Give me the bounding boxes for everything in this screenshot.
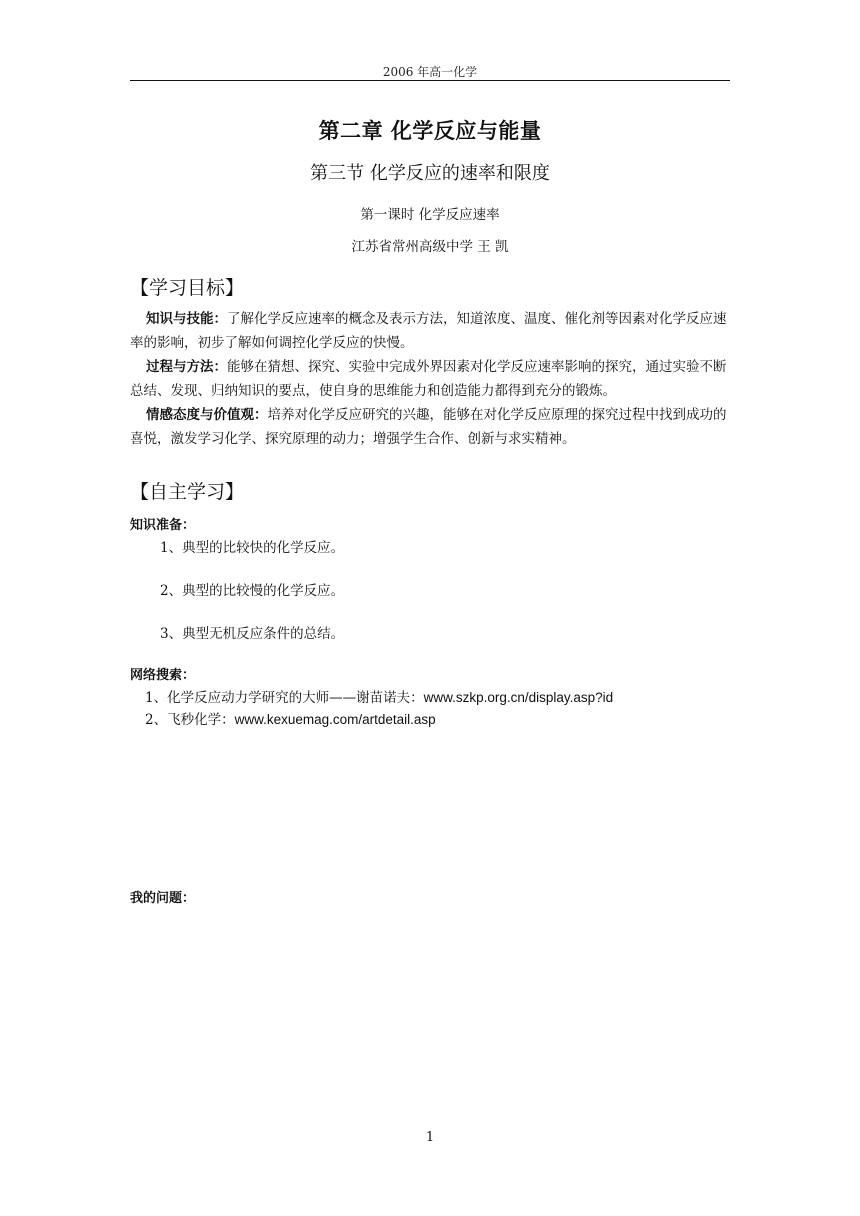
lesson-title: 第一课时 化学反应速率 [360,207,500,223]
objective-label: 过程与方法： [146,359,227,375]
search-label: 网络搜索： [130,668,196,683]
page-header: 2006 年高一化学 [382,65,478,79]
section-title: 第三节 化学反应的速率和限度 [310,163,550,184]
objective-label: 情感态度与价值观： [146,407,268,423]
search-item [145,686,613,706]
objective-text: 了解化学反应速率的概念及表示方法，知道浓度、温度、催化剂等因素对化学反应速率的影响，初步了解如何调控化学反应的快慢。 [130,311,727,351]
my-questions-label: 我的问题： [130,891,196,906]
objective-knowledge [130,307,730,355]
self-study-heading: 【自主学习】 [130,481,245,503]
objectives-heading: 【学习目标】 [130,277,245,299]
page-number: 1 [425,1130,435,1145]
prep-item: 3、典型无机反应条件的总结。 [160,626,345,642]
prep-item: 1、典型的比较快的化学反应。 [160,540,345,556]
objective-text: 培养对化学反应研究的兴趣，能够在对化学反应原理的探究过程中找到成功的喜悦，激发学习化学、探究原理的动力；增强学生合作、创新与求实精神。 [130,407,727,447]
prep-label: 知识准备： [130,518,196,533]
prep-item: 2、典型的比较慢的化学反应。 [160,583,345,599]
objective-text: 能够在猜想、探究、实验中完成外界因素对化学反应速率影响的探究，通过实验不断总结、发现、归纳知识的要点，使自身的思维能力和创造能力都得到充分的锻炼。 [130,359,727,399]
objective-label: 知识与技能： [146,311,227,327]
search-item-prefix: 1、化学反应动力学研究的大师——谢苗诺夫： [145,690,424,706]
search-link[interactable]: www.szkp.org.cn/display.asp?id [423,690,614,705]
objective-process [130,355,730,403]
chapter-title: 第二章 化学反应与能量 [318,119,542,143]
search-item-prefix: 2、飞秒化学： [145,712,235,728]
objective-attitude [130,403,730,451]
author-line: 江苏省常州高级中学 王 凯 [351,239,509,255]
header-rule [130,80,730,81]
search-link[interactable]: www.kexuemag.com/artdetail.asp [234,712,436,727]
search-item [145,708,436,728]
